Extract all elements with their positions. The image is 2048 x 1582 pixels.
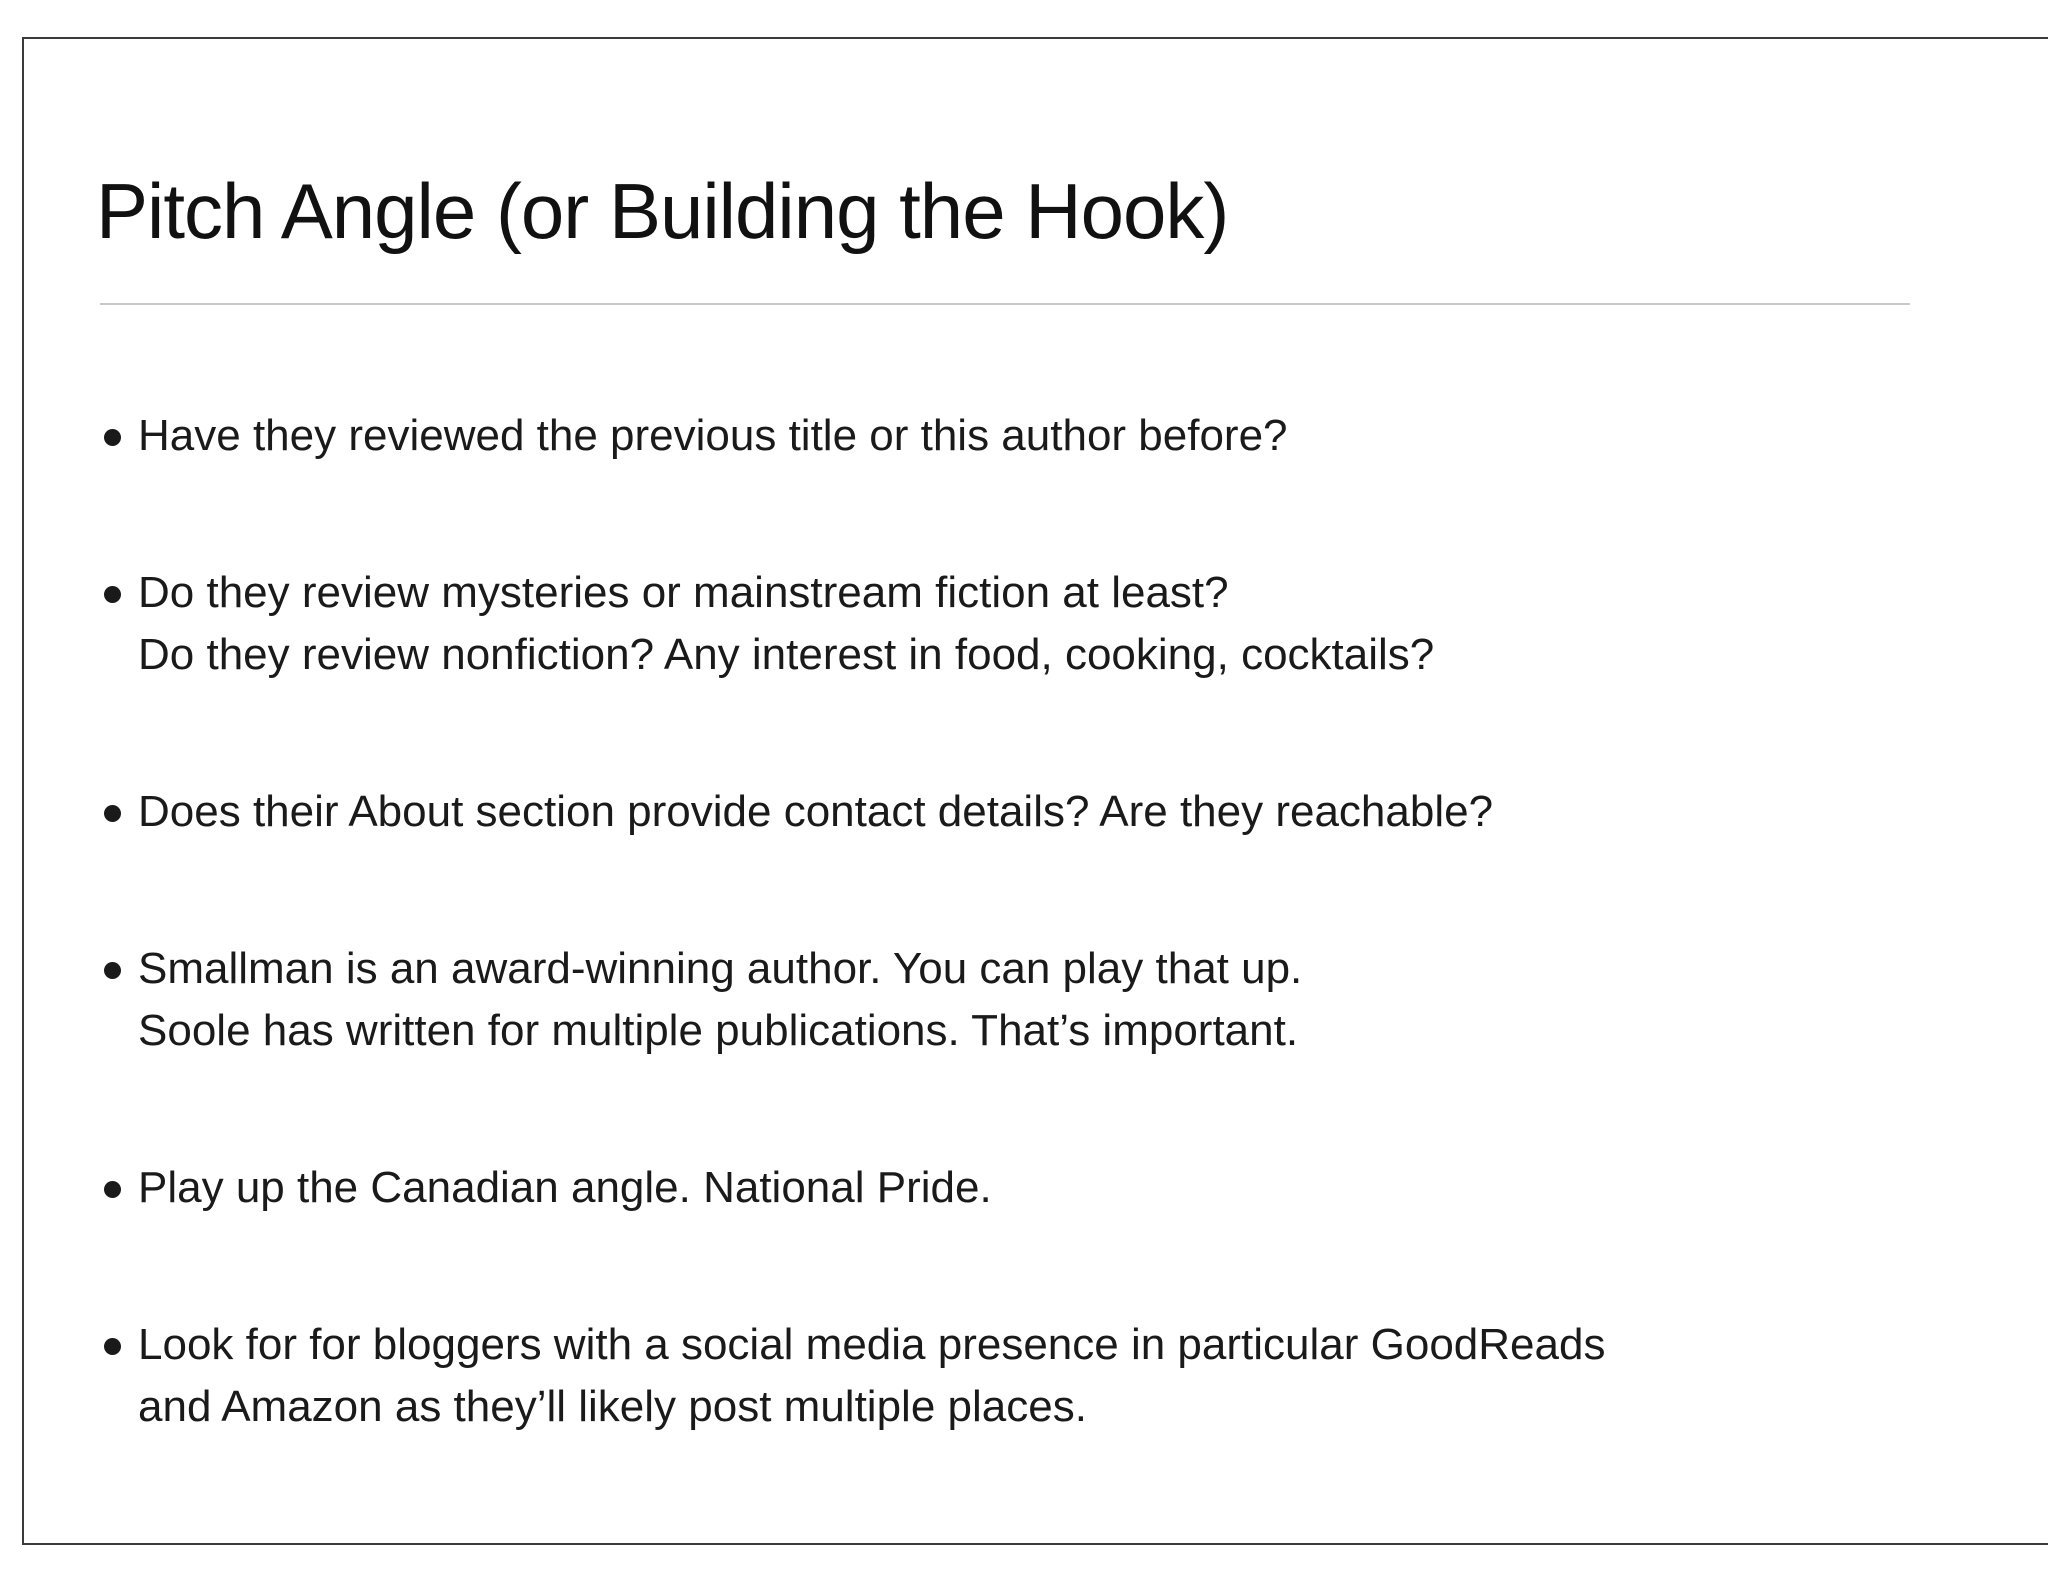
bullet-line: Have they reviewed the previous title or this author before?	[138, 411, 1288, 460]
bullet-line: Play up the Canadian angle. National Pride.	[138, 1163, 992, 1212]
bullet-dot-icon	[104, 962, 121, 979]
bullet-line: Soole has written for multiple publications. That’s important.	[138, 1006, 1299, 1055]
bullet-text	[138, 405, 1288, 467]
bullet-text	[138, 562, 1434, 686]
bullet-text	[138, 1157, 992, 1219]
bullet-dot-icon	[104, 429, 121, 446]
bullet-line: Does their About section provide contact details? Are they reachable?	[138, 787, 1494, 836]
bullet-line: Look for for bloggers with a social media presence in particular GoodReads	[138, 1320, 1606, 1369]
bullet-line: Smallman is an award-winning author. You can play that up.	[138, 944, 1303, 993]
slide-title: Pitch Angle (or Building the Hook)	[96, 167, 1229, 255]
bullet-dot-icon	[104, 805, 121, 822]
bullet-dot-icon	[104, 1338, 121, 1355]
bullet-text	[138, 781, 1493, 843]
bullet-dot-icon	[104, 1181, 121, 1198]
bullet-line: Do they review mysteries or mainstream fiction at least?	[138, 568, 1229, 617]
bullet-text	[138, 938, 1302, 1062]
bullet-line: Do they review nonfiction? Any interest in food, cooking, cocktails?	[138, 630, 1435, 679]
bullet-dot-icon	[104, 586, 121, 603]
bullet-text	[138, 1314, 1605, 1438]
title-divider	[100, 303, 1910, 305]
bullet-line: and Amazon as they’ll likely post multiple places.	[138, 1382, 1087, 1431]
